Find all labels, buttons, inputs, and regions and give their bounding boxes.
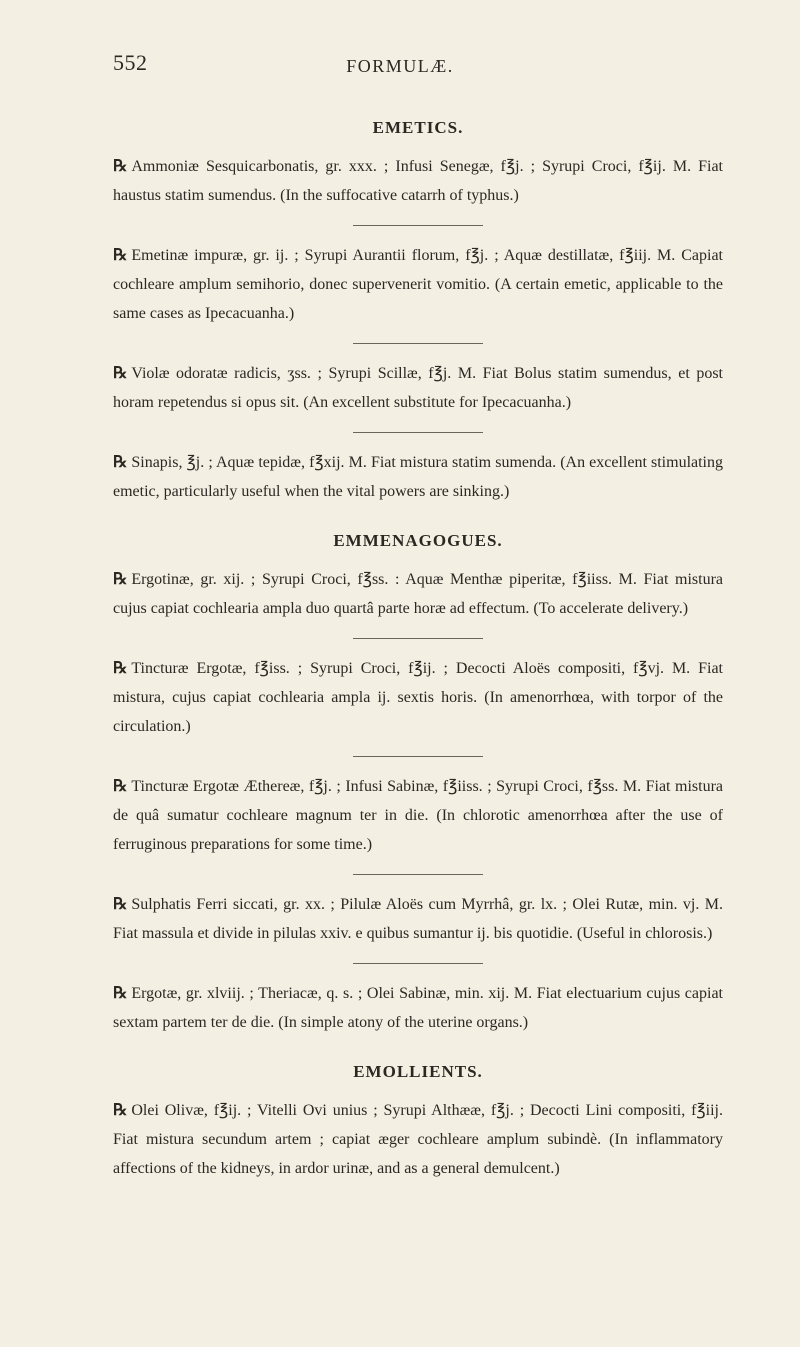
- recipe-symbol: ℞: [113, 454, 128, 471]
- recipe-text: Emetinæ impuræ, gr. ij. ; Syrupi Aurantii florum, f℥j. ; Aquæ destillatæ, f℥iij. M. Capiat cochleare amplum semihorio, donec supervenerit vomitio. (A certain emetic, applicable to the same cases as Ipecacuanha.): [113, 247, 723, 322]
- section-heading: EMMENAGOGUES.: [333, 531, 503, 550]
- section-gap: [113, 1037, 723, 1062]
- section-heading: EMETICS.: [372, 118, 464, 137]
- recipe-paragraph: [113, 979, 723, 1037]
- separator-rule: [353, 638, 483, 639]
- running-head: FORMULÆ.: [346, 56, 454, 76]
- separator-rule: [353, 756, 483, 757]
- separator-rule: [353, 343, 483, 344]
- recipe-text: Tincturæ Ergotæ Æthereæ, f℥j. ; Infusi Sabinæ, f℥iiss. ; Syrupi Croci, f℥ss. M. Fiat mistura de quâ sumatur cochleare magnum ter in die. (In chlorotic amenorrhœa after the use of ferruginous preparations for some time.): [113, 778, 723, 853]
- recipe-text: Ergotinæ, gr. xij. ; Syrupi Croci, f℥ss. : Aquæ Menthæ piperitæ, f℥iiss. M. Fiat mistura cujus capiat cochlearia ampla duo quartâ parte horæ ad effectum. (To accelerate delivery.): [113, 571, 723, 617]
- recipe-paragraph: [113, 565, 723, 623]
- recipe-paragraph: [113, 241, 723, 328]
- recipe-symbol: ℞: [113, 896, 128, 913]
- separator-rule: [353, 874, 483, 875]
- recipe-symbol: ℞: [113, 158, 128, 175]
- recipe-paragraph: [113, 1096, 723, 1183]
- recipe-text: Tincturæ Ergotæ, f℥iss. ; Syrupi Croci, f℥ij. ; Decocti Aloës compositi, f℥vj. M. Fiat mistura, cujus capiat cochlearia ampla ij. sextis horis. (In amenorrhœa, with torpor of the circulation.): [113, 660, 723, 735]
- recipe-symbol: ℞: [113, 571, 128, 588]
- section-heading: EMOLLIENTS.: [353, 1062, 483, 1081]
- recipe-text: Violæ odoratæ radicis, ʒss. ; Syrupi Scillæ, f℥j. M. Fiat Bolus statim sumendus, et post horam repetendus si opus sit. (An excellent substitute for Ipecacuanha.): [113, 365, 723, 411]
- recipe-symbol: ℞: [113, 660, 128, 677]
- recipe-symbol: ℞: [113, 778, 128, 795]
- recipe-text: Ammoniæ Sesquicarbonatis, gr. xxx. ; Infusi Senegæ, f℥j. ; Syrupi Croci, f℥ij. M. Fiat haustus statim sumendus. (In the suffocative catarrh of typhus.): [113, 158, 723, 204]
- separator-rule: [353, 225, 483, 226]
- recipe-text: Olei Olivæ, f℥ij. ; Vitelli Ovi unius ; Syrupi Althææ, f℥j. ; Decocti Lini compositi, f℥iij. Fiat mistura secundum artem ; capiat æger cochleare amplum subindè. (In inflammatory affections of the kidneys, in ardor urinæ, and as a general demulcent.): [113, 1102, 723, 1177]
- section-gap: [113, 506, 723, 531]
- recipe-paragraph: [113, 448, 723, 506]
- recipe-paragraph: [113, 152, 723, 210]
- page-number: 552: [113, 50, 148, 75]
- recipe-paragraph: [113, 654, 723, 741]
- section-emmenagogues: [113, 531, 723, 1037]
- recipe-symbol: ℞: [113, 1102, 128, 1119]
- recipe-paragraph: [113, 890, 723, 948]
- recipe-symbol: ℞: [113, 365, 128, 382]
- recipe-text: Ergotæ, gr. xlviij. ; Theriacæ, q. s. ; Olei Sabinæ, min. xij. M. Fiat electuarium cujus capiat sextam partem ter de die. (In simple atony of the uterine organs.): [113, 985, 723, 1031]
- recipe-paragraph: [113, 772, 723, 859]
- separator-rule: [353, 963, 483, 964]
- recipe-text: Sinapis, ℥j. ; Aquæ tepidæ, f℥xij. M. Fiat mistura statim sumenda. (An excellent stimulating emetic, particularly useful when the vital powers are sinking.): [113, 454, 723, 500]
- recipe-paragraph: [113, 359, 723, 417]
- recipe-symbol: ℞: [113, 247, 128, 264]
- section-emetics: [113, 118, 723, 506]
- separator-rule: [353, 432, 483, 433]
- section-emollients: [113, 1062, 723, 1183]
- recipe-text: Sulphatis Ferri siccati, gr. xx. ; Pilulæ Aloës cum Myrrhâ, gr. lx. ; Olei Rutæ, min. vj. M. Fiat massula et divide in pilulas xxiv. e quibus sumantur ij. bis quotidie. (Useful in chlorosis.): [113, 896, 723, 942]
- page-content: [113, 118, 723, 1183]
- recipe-symbol: ℞: [113, 985, 128, 1002]
